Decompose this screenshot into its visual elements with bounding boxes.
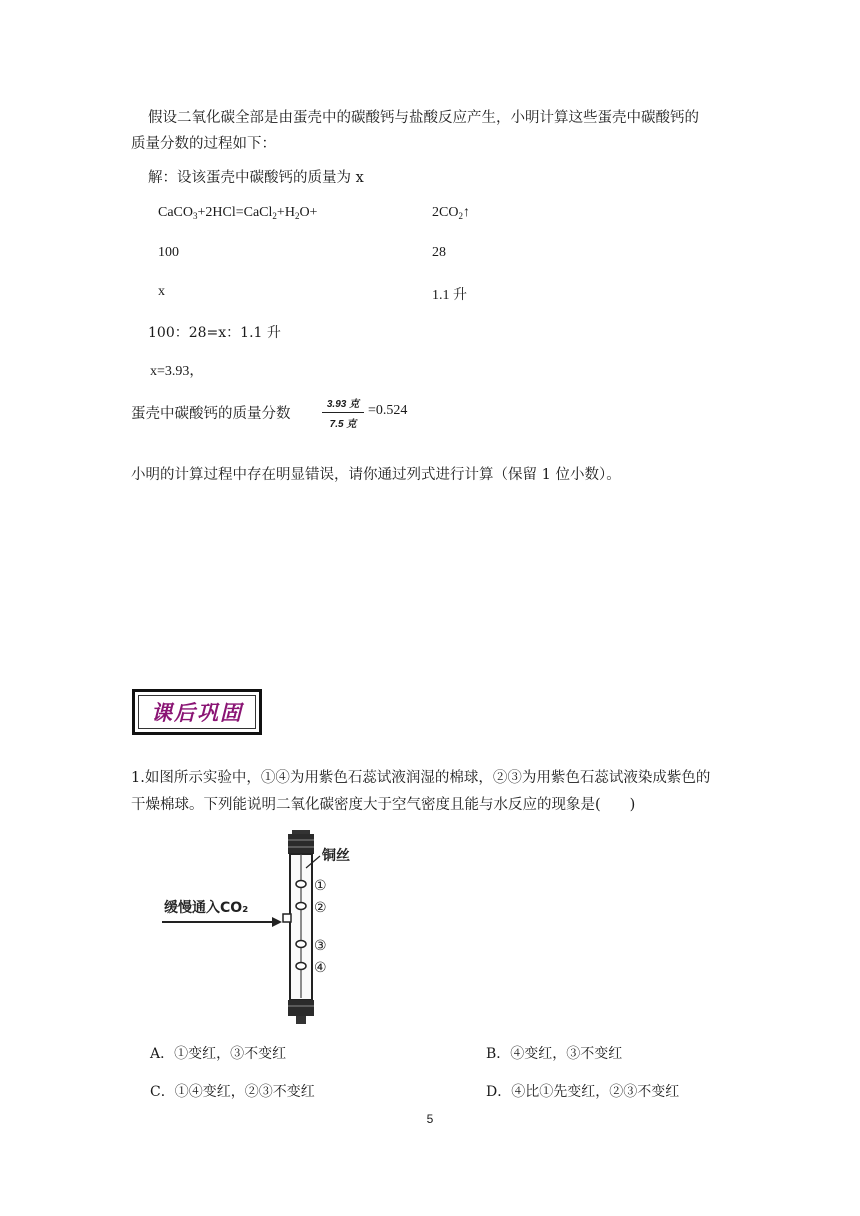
arrow-head-icon <box>272 917 282 927</box>
option-b[interactable]: B．④变红，③不变红 <box>486 1046 623 1062</box>
unknown-left: x <box>158 284 165 299</box>
intro-paragraph-line2: 质量分数的过程如下： <box>131 136 276 152</box>
mass-fraction <box>322 395 364 430</box>
section-banner <box>132 689 262 735</box>
instruction: 小明的计算过程中存在明显错误，请你通过列式进行计算（保留 1 位小数）。 <box>131 467 621 483</box>
gas-arrow-icon: ↑ <box>462 205 470 220</box>
equation-right: $2CO_2↑$ <box>432 205 470 221</box>
top-stopper <box>288 834 314 854</box>
experiment-figure <box>150 822 390 1028</box>
fraction-denominator: 7.5 克 <box>329 419 357 430</box>
question-line1: 1.如图所示实验中，①④为用紫色石蕊试液润湿的棉球，②③为用紫色石蕊试液染成紫色的 <box>131 770 711 786</box>
ball-label-2: ② <box>314 900 327 916</box>
cotton-ball-3 <box>296 941 306 948</box>
unknown-right: 1.1 升 <box>432 288 467 303</box>
side-inlet <box>283 914 291 922</box>
cotton-ball-1 <box>296 881 306 888</box>
page-number: 5 <box>426 1112 434 1126</box>
ball-label-3: ③ <box>314 938 327 954</box>
proportion: 100：28=x：1.1 升 <box>148 325 281 341</box>
cotton-ball-4 <box>296 963 306 970</box>
equation-left: $CaCO_3+2HCl=CaCl_2+H_2O+$ <box>158 205 318 221</box>
section-banner-title: 课后巩固 <box>138 695 256 729</box>
mass-right: 28 <box>432 245 446 260</box>
mass-left: 100 <box>158 245 179 260</box>
inlet-label: 缓慢通入CO₂ <box>164 900 249 916</box>
option-c[interactable]: C．①④变红，②③不变红 <box>150 1084 315 1100</box>
option-a[interactable]: A．①变红，③不变红 <box>150 1046 287 1062</box>
ball-label-1: ① <box>314 878 327 894</box>
wire-label: 铜丝 <box>322 848 350 864</box>
bottom-stopper <box>288 1000 314 1016</box>
result-x: x=3.93， <box>150 364 204 379</box>
fraction-label: 蛋壳中碳酸钙的质量分数 <box>131 406 291 422</box>
intro-paragraph-line1: 假设二氧化碳全部是由蛋壳中的碳酸钙与盐酸反应产生，小明计算这些蛋壳中碳酸钙的 <box>148 110 699 126</box>
fraction-numerator: 3.93 克 <box>322 395 364 413</box>
bottom-rod <box>296 1016 306 1024</box>
solution-intro: 解：设该蛋壳中碳酸钙的质量为 x <box>148 170 364 186</box>
fraction-value: =0.524 <box>368 403 408 418</box>
option-d[interactable]: D．④比①先变红，②③不变红 <box>486 1084 680 1100</box>
cotton-ball-2 <box>296 903 306 910</box>
question-line2: 干燥棉球。下列能说明二氧化碳密度大于空气密度且能与水反应的现象是( ) <box>131 797 636 813</box>
ball-label-4: ④ <box>314 960 327 976</box>
